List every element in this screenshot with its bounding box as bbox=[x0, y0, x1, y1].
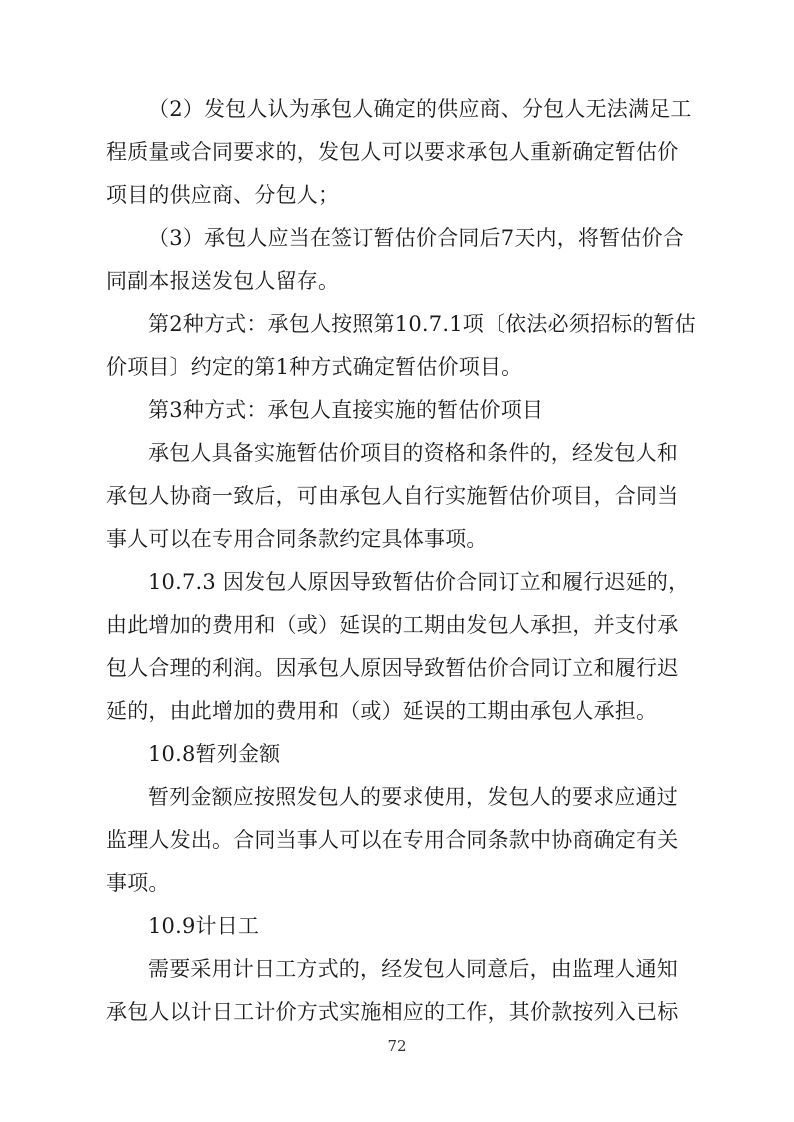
clause-10-7-3-line-1: 10.7.3 因发包人原因导致暂估价合同订立和履行迟延的， bbox=[148, 570, 690, 594]
para-3-line-1: （3）承包人应当在签订暂估价合同后7天内，将暂估价合 bbox=[148, 226, 684, 250]
clause-10-7-3-line-3: 包人合理的利润。因承包人原因导致暂估价合同订立和履行迟 bbox=[106, 656, 679, 680]
clause-10-9-line-2: 承包人以计日工计价方式实施相应的工作，其价款按列入已标 bbox=[106, 1000, 679, 1024]
heading-10-8: 10.8暂列金额 bbox=[148, 742, 281, 766]
method-3-line-2: 承包人协商一致后，可由承包人自行实施暂估价项目，合同当 bbox=[106, 484, 679, 508]
method-3-line-3: 事人可以在专用合同条款约定具体事项。 bbox=[106, 527, 488, 551]
clause-10-7-3-line-4: 延的，由此增加的费用和（或）延误的工期由承包人承担。 bbox=[106, 699, 658, 723]
para-2-line-3: 项目的供应商、分包人； bbox=[106, 183, 340, 207]
page-number: 72 bbox=[387, 1037, 407, 1055]
para-2-line-2: 程质量或合同要求的，发包人可以要求承包人重新确定暂估价 bbox=[106, 140, 679, 164]
method-3-heading: 第3种方式：承包人直接实施的暂估价项目 bbox=[148, 398, 544, 422]
para-3-line-2: 同副本报送发包人留存。 bbox=[106, 269, 340, 293]
clause-10-8-line-2: 监理人发出。合同当事人可以在专用合同条款中协商确定有关 bbox=[106, 828, 679, 852]
clause-10-8-line-3: 事项。 bbox=[106, 871, 170, 895]
method-2-line-2: 价项目〕约定的第1种方式确定暂估价项目。 bbox=[106, 355, 523, 379]
method-2-line-1: 第2种方式：承包人按照第10.7.1项〔依法必须招标的暂估 bbox=[148, 312, 696, 336]
para-2-line-1: （2）发包人认为承包人确定的供应商、分包人无法满足工 bbox=[148, 97, 692, 121]
heading-10-9: 10.9计日工 bbox=[148, 914, 260, 938]
clause-10-7-3-line-2: 由此增加的费用和（或）延误的工期由发包人承担，并支付承 bbox=[106, 613, 679, 637]
clause-10-9-line-1: 需要采用计日工方式的，经发包人同意后，由监理人通知 bbox=[148, 957, 678, 981]
method-3-line-1: 承包人具备实施暂估价项目的资格和条件的，经发包人和 bbox=[148, 441, 678, 465]
clause-10-8-line-1: 暂列金额应按照发包人的要求使用，发包人的要求应通过 bbox=[148, 785, 678, 809]
